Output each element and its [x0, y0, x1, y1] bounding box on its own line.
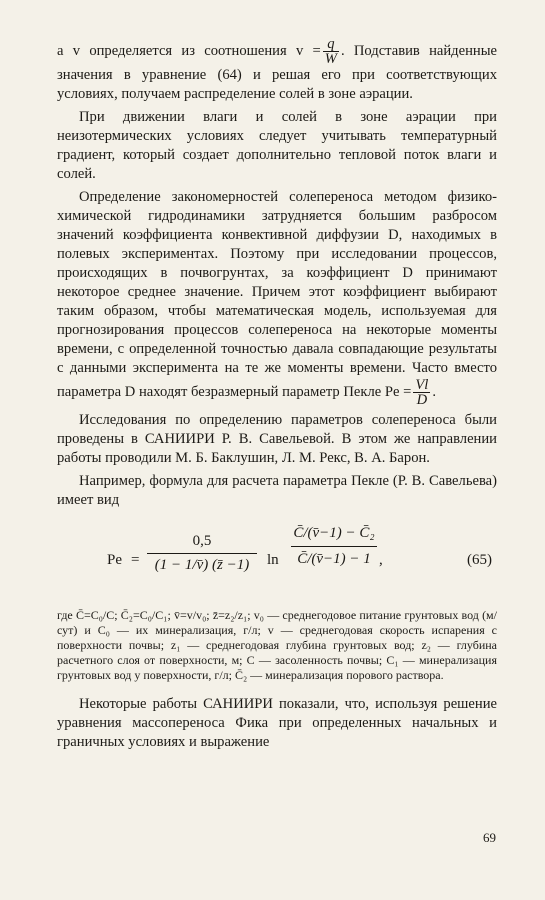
- text-span: Определение закономерностей солепереноса методом физико-химической гидродинамики затрудняется большим разбросом значений коэффициента конвективной диффузии D, находимых в полевых экспериментах. Поэтому при исследовании процессов, происходящих в почвогрунтах, за коэффициент D принимают некоторое среднее значение. Причем этот коэффициент выбирают таким образом, чтобы математическая модель, используемая для прогнозирования процессов солепереноса на некоторые моменты времени, с определенной точностью давала совпадающие результаты с данными эксперимента на те же моменты времени. Часто вместо параметра D находят безразмерный параметр Пекле Pe =: [57, 189, 497, 400]
- formula-right-fraction: [291, 524, 377, 569]
- fraction-vl-over-d: [413, 378, 430, 407]
- fraction-q-over-w: [323, 37, 339, 66]
- main-text: [57, 37, 497, 756]
- formula-pe: Pe: [107, 552, 122, 568]
- formula-right-numerator: C̄/(v̄−1) − C̄₂: [291, 524, 377, 547]
- formula-65: [57, 524, 497, 598]
- paragraph-2: При движении влаги и солей в зоне аэрации при неизотермических условиях следует учитывать температурный градиент, который создает дополнительно тепловой поток влаги и солей.: [57, 109, 497, 182]
- formula-number: (65): [467, 552, 492, 568]
- formula-ln: ln: [267, 552, 279, 568]
- fraction-denominator: D: [416, 392, 428, 408]
- fraction-denominator: W: [324, 51, 337, 67]
- text-span: .: [432, 383, 436, 400]
- paragraph-5: Например, формула для расчета параметра Пекле (Р. В. Савельева) имеет вид: [57, 473, 497, 508]
- fraction-numerator: Vl: [415, 377, 429, 393]
- formula-right-denominator: C̄/(v̄−1) − 1: [297, 551, 371, 567]
- formula-numerator: 0,5: [147, 532, 257, 554]
- text-span: а v определяется из соотношения v =: [57, 42, 321, 59]
- formula-left-fraction: [147, 532, 257, 575]
- text-span: . Подставив найденные значения в уравнение (64) и решая его при соответствующих условиях, получаем распределение солей в зоне аэрации.: [57, 42, 497, 102]
- paragraph-3: [57, 188, 497, 407]
- paragraph-1: [57, 37, 497, 104]
- formula-legend: где C̄=C₀/C; C̄₂=C₀/C₁; v̄=v/v₀; z̄=z₂/z₁; v₀ — среднегодовое питание грунтовых вод (м/сут) и C₀ — их минерализация, г/л; v — среднегодовая скорость испарения с поверхности почвы; z₁ — среднегодовая глубина грунтовых вод; z₂ — глубина расчетного слоя от поверхности, м; C — засоленность почвы; C₁ — минерализация грунтовых вод у поверхности, г/л; C̄₂ — минерализация порового раствора.: [57, 608, 497, 682]
- formula-equals: =: [131, 552, 140, 568]
- page-number: 69: [483, 830, 496, 845]
- paragraph-4: Исследования по определению параметров солепереноса были проведены в САНИИРИ Р. В. Савельевой. В этом же направлении работы проводили М. Б. Баклушин, Л. М. Рекс, В. А. Барон.: [57, 412, 497, 466]
- fraction-numerator: q: [323, 37, 339, 52]
- formula-denominator: (1 − 1/v̄) (z̄ −1): [154, 557, 250, 573]
- formula-comma: ,: [379, 552, 383, 568]
- paragraph-6: Некоторые работы САНИИРИ показали, что, используя решение уравнения массопереноса Фика при определенных начальных и граничных условиях и выражение: [57, 696, 497, 750]
